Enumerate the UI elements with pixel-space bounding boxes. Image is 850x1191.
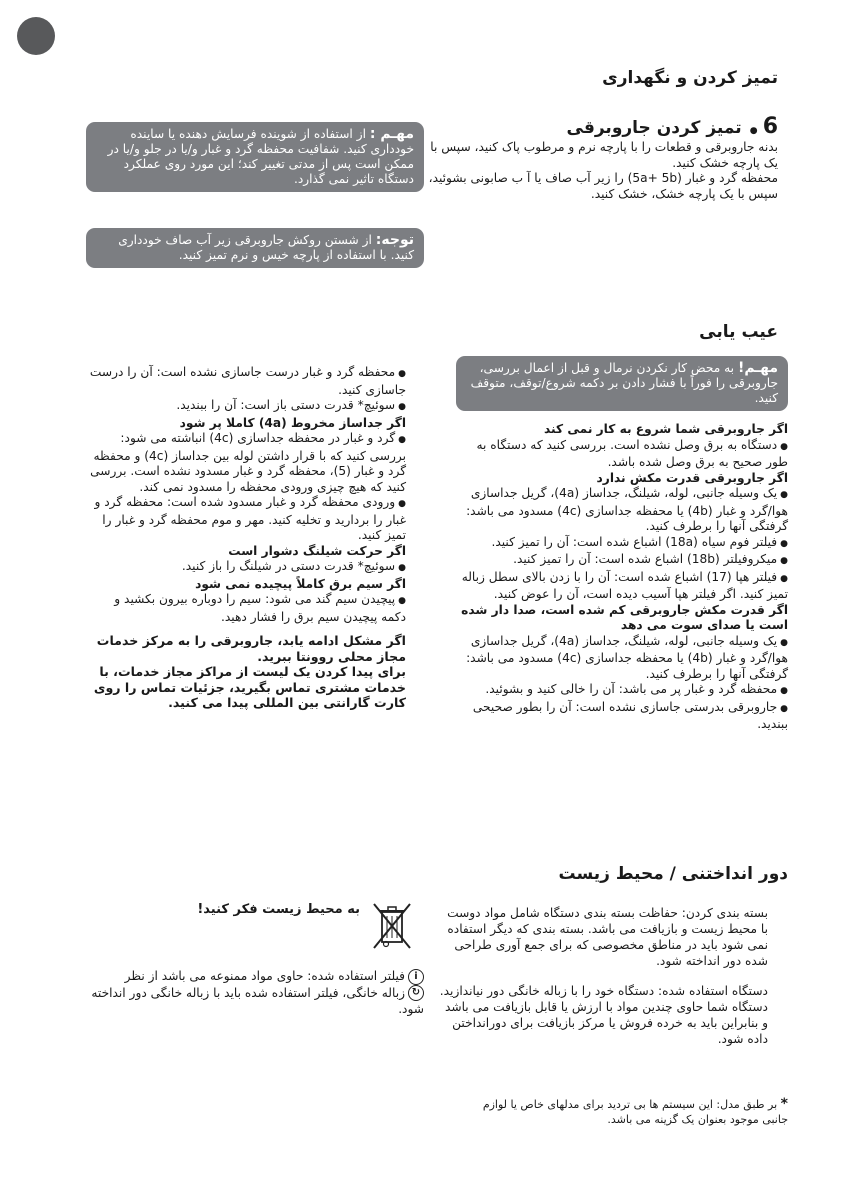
troubleshooting-important-box	[456, 356, 788, 411]
packaging-paragraph: بسته بندی کردن: حفاظت بسته بندی دستگاه شامل مواد دوست با محیط زیست و بازیافت می باشد. بسته بندی که دیگر استفاده نمی شود باید در مناطق مخصوصی که برای جمع آوری طراحی شده دور انداخته شود.	[447, 906, 768, 968]
issue-bullet: ● گرد و غبار در محفظه جداسازی (4c) انباشته می شود: بررسی کنید که با قرار داشتن لوله بین جداساز (4c) و محفظه گرد و غبار (5)، محفظه گرد و غبار مسدود نشده است. بررسی کنید که هیچ چیزی ورودی محفظه را مسدود نمی کند.	[86, 431, 406, 495]
issue-bullet: ● یک وسیله جانبی، لوله، شیلنگ، جداساز (4a)، گریل جداسازی هوا/گرد و غبار (4b) یا محفظه جداسازی (4c) مسدود می باشد: گرفتگی آنها را برطرف کنید.	[456, 634, 788, 683]
footnote	[478, 1097, 788, 1127]
crossed-bin-icon	[370, 900, 414, 952]
bullet-icon	[395, 365, 406, 379]
page-corner-marker	[17, 17, 55, 55]
service-paragraph: برای پیدا کردن یک لیست از مراکز مجاز خدمات، با خدمات مشتری تماس بگیرید، جزئیات تماس را روی کارت گارانتی بین المللی پیدا می کنید.	[93, 664, 406, 710]
bullet-icon	[777, 535, 788, 549]
bullet-icon	[777, 552, 788, 566]
note-box	[86, 228, 424, 268]
recycle-icon: ↻	[408, 985, 424, 1001]
important-label: مهـم :	[369, 126, 414, 142]
note-text: از شستن روکش جاروبرقی زیر آب صاف خودداری کنید. با استفاده از پارچه خیس و نرم تمیز کنید.	[118, 233, 414, 262]
issue-bullet: ● فیلتر فوم سیاه (18a) اشباع شده است: آن را تمیز کنید.	[456, 535, 788, 553]
important-text: به محض کار نکردن نرمال و قبل از اعمال بررسی، جاروبرقی را فوراً با فشار دادن بر دکمه شروع/توقف، متوقف کنید.	[470, 361, 778, 405]
issue-bullet: ● پیچیدن سیم گند می شود: سیم را دوباره بیرون بکشید و دکمه پیچیدن سیم برق را فشار دهید.	[86, 592, 406, 625]
section-6-heading	[398, 114, 778, 139]
footnote-star: *	[780, 1096, 788, 1112]
issue-heading: اگر سیم برق کاملاً پیچیده نمی شود	[195, 576, 406, 591]
troubleshooting-left-column	[86, 365, 406, 711]
cleaning-text	[428, 140, 778, 202]
cleaning-paragraph: محفظه گرد و غبار (5a+ 5b) را زیر آب صاف یا آ ب صابونی بشوئید، سپس با یک پارچه خشک، خشک کنید.	[428, 171, 778, 201]
bullet-icon	[777, 438, 788, 452]
issue-heading: اگر حرکت شیلنگ دشوار است	[228, 543, 406, 558]
bullet-icon	[395, 431, 406, 445]
used-device-paragraph: دستگاه استفاده شده: دستگاه خود را با زباله خانگی دور نیاندازید. دستگاه شما حاوی چندین مواد با ارزش یا قابل بازیافت می باشد و بنابراین باید به خرده فروش یا مرکز بازیافت برای دورانداختن داده شود.	[439, 984, 768, 1046]
issue-bullet: ● محفظه گرد و غبار درست جاسازی نشده است: آن را درست جاسازی کنید.	[86, 365, 406, 398]
cleaning-paragraph: بدنه جاروبرقی و قطعات را با پارچه نرم و مرطوب پاک کنید، سپس با یک پارچه خشک کنید.	[430, 140, 778, 170]
bullet-icon	[777, 700, 788, 714]
issue-bullet: ● محفظه گرد و غبار پر می باشد: آن را خالی کنید و بشوئید.	[456, 682, 788, 700]
bullet-icon	[777, 634, 788, 648]
issue-bullet: ● جاروبرقی بدرستی جاسازی نشده است: آن را بطور صحیحی ببندید.	[456, 700, 788, 733]
filter-line: ↻زباله خانگی، فیلتر استفاده شده باید با زباله خانگی دور انداخته شود.	[91, 985, 424, 1016]
filter-line: iفیلتر استفاده شده: حاوی مواد ممنوعه می باشد از نظر	[62, 968, 424, 985]
issue-bullet: ● میکروفیلتر (18b) اشباع شده است: آن را تمیز کنید.	[456, 552, 788, 570]
important-label: مهـم!	[737, 360, 778, 376]
issue-bullet: ● ورودی محفظه گرد و غبار مسدود شده است: محفظه گرد و غبار را بردارید و تخلیه کنید. مهر و موم محفظه گرد و غبار را تمیز کنید.	[86, 495, 406, 544]
important-text: از استفاده از شوینده فرسایش دهنده یا ساینده خودداری کنید. شفافیت محفظه گرد و غبار و/یا در جلو و/یا در ممکن است پس از مدتی تغییر کند؛ این مورد روی عملکرد دستگاه تاثیر نمی گذارد.	[107, 127, 414, 186]
troubleshooting-right-column	[456, 422, 788, 733]
issue-bullet: ● فیلتر هپا (17) اشباع شده است: آن را با زدن بالای سطل زباله تمیز کنید. اگر فیلتر هپا آسیب دیده است، آن را عوض کنید.	[456, 570, 788, 603]
issue-heading: اگر جداساز مخروط (4a) کاملا پر شود	[179, 415, 406, 430]
bullet-icon	[777, 486, 788, 500]
issue-heading: اگر جاروبرقی قدرت مکش ندارد	[596, 470, 788, 485]
note-label: توجه:	[375, 232, 414, 248]
used-filter-text	[62, 968, 424, 1017]
bullet-icon	[395, 559, 406, 573]
info-icon: i	[408, 969, 424, 985]
section-number: 6	[762, 114, 778, 139]
environment-title: دور انداختنی / محیط زیست	[558, 864, 788, 884]
issue-heading: اگر قدرت مکش جاروبرقی کم شده است، صدا دار شده است یا صدای سوت می دهد	[461, 602, 788, 632]
bullet-icon	[395, 495, 406, 509]
environment-think-label: به محیط زیست فکر کنید!	[197, 902, 360, 917]
footnote-text: بر طبق مدل: این سیستم ها بی تردید برای مدلهای خاص یا لوازم جانبی موجود بعنوان یک گزینه می باشد.	[482, 1098, 788, 1126]
bullet-icon	[747, 118, 758, 137]
page-title: تمیز کردن و نگهداری	[602, 68, 778, 88]
bullet-icon	[395, 592, 406, 606]
important-box	[86, 122, 424, 192]
issue-bullet: ● سوئیچ* قدرت دستی باز است: آن را ببندید.	[86, 398, 406, 416]
issue-heading: اگر جاروبرقی شما شروع به کار نمی کند	[544, 422, 788, 436]
bullet-icon	[777, 570, 788, 584]
issue-bullet: ● سوئیچ* قدرت دستی در شیلنگ را باز کنید.	[86, 559, 406, 577]
section-title: تمیز کردن جاروبرقی	[566, 118, 742, 138]
service-paragraph: اگر مشکل ادامه یابد، جاروبرقی را به مرکز خدمات مجاز محلی روونتا ببرید.	[96, 633, 406, 664]
bullet-icon	[395, 398, 406, 412]
environment-text	[438, 905, 768, 1047]
troubleshooting-title: عیب یابی	[699, 322, 778, 342]
issue-bullet: ● یک وسیله جانبی، لوله، شیلنگ، جداساز (4a)، گریل جداسازی هوا/گرد و غبار (4b) یا محفظه جداسازی (4c) مسدود می باشد: گرفتگی آنها را برطرف کنید.	[456, 486, 788, 535]
issue-bullet: ● دستگاه به برق وصل نشده است. بررسی کنید که دستگاه به طور صحیح به برق وصل شده باشد.	[456, 438, 788, 471]
bullet-icon	[777, 682, 788, 696]
